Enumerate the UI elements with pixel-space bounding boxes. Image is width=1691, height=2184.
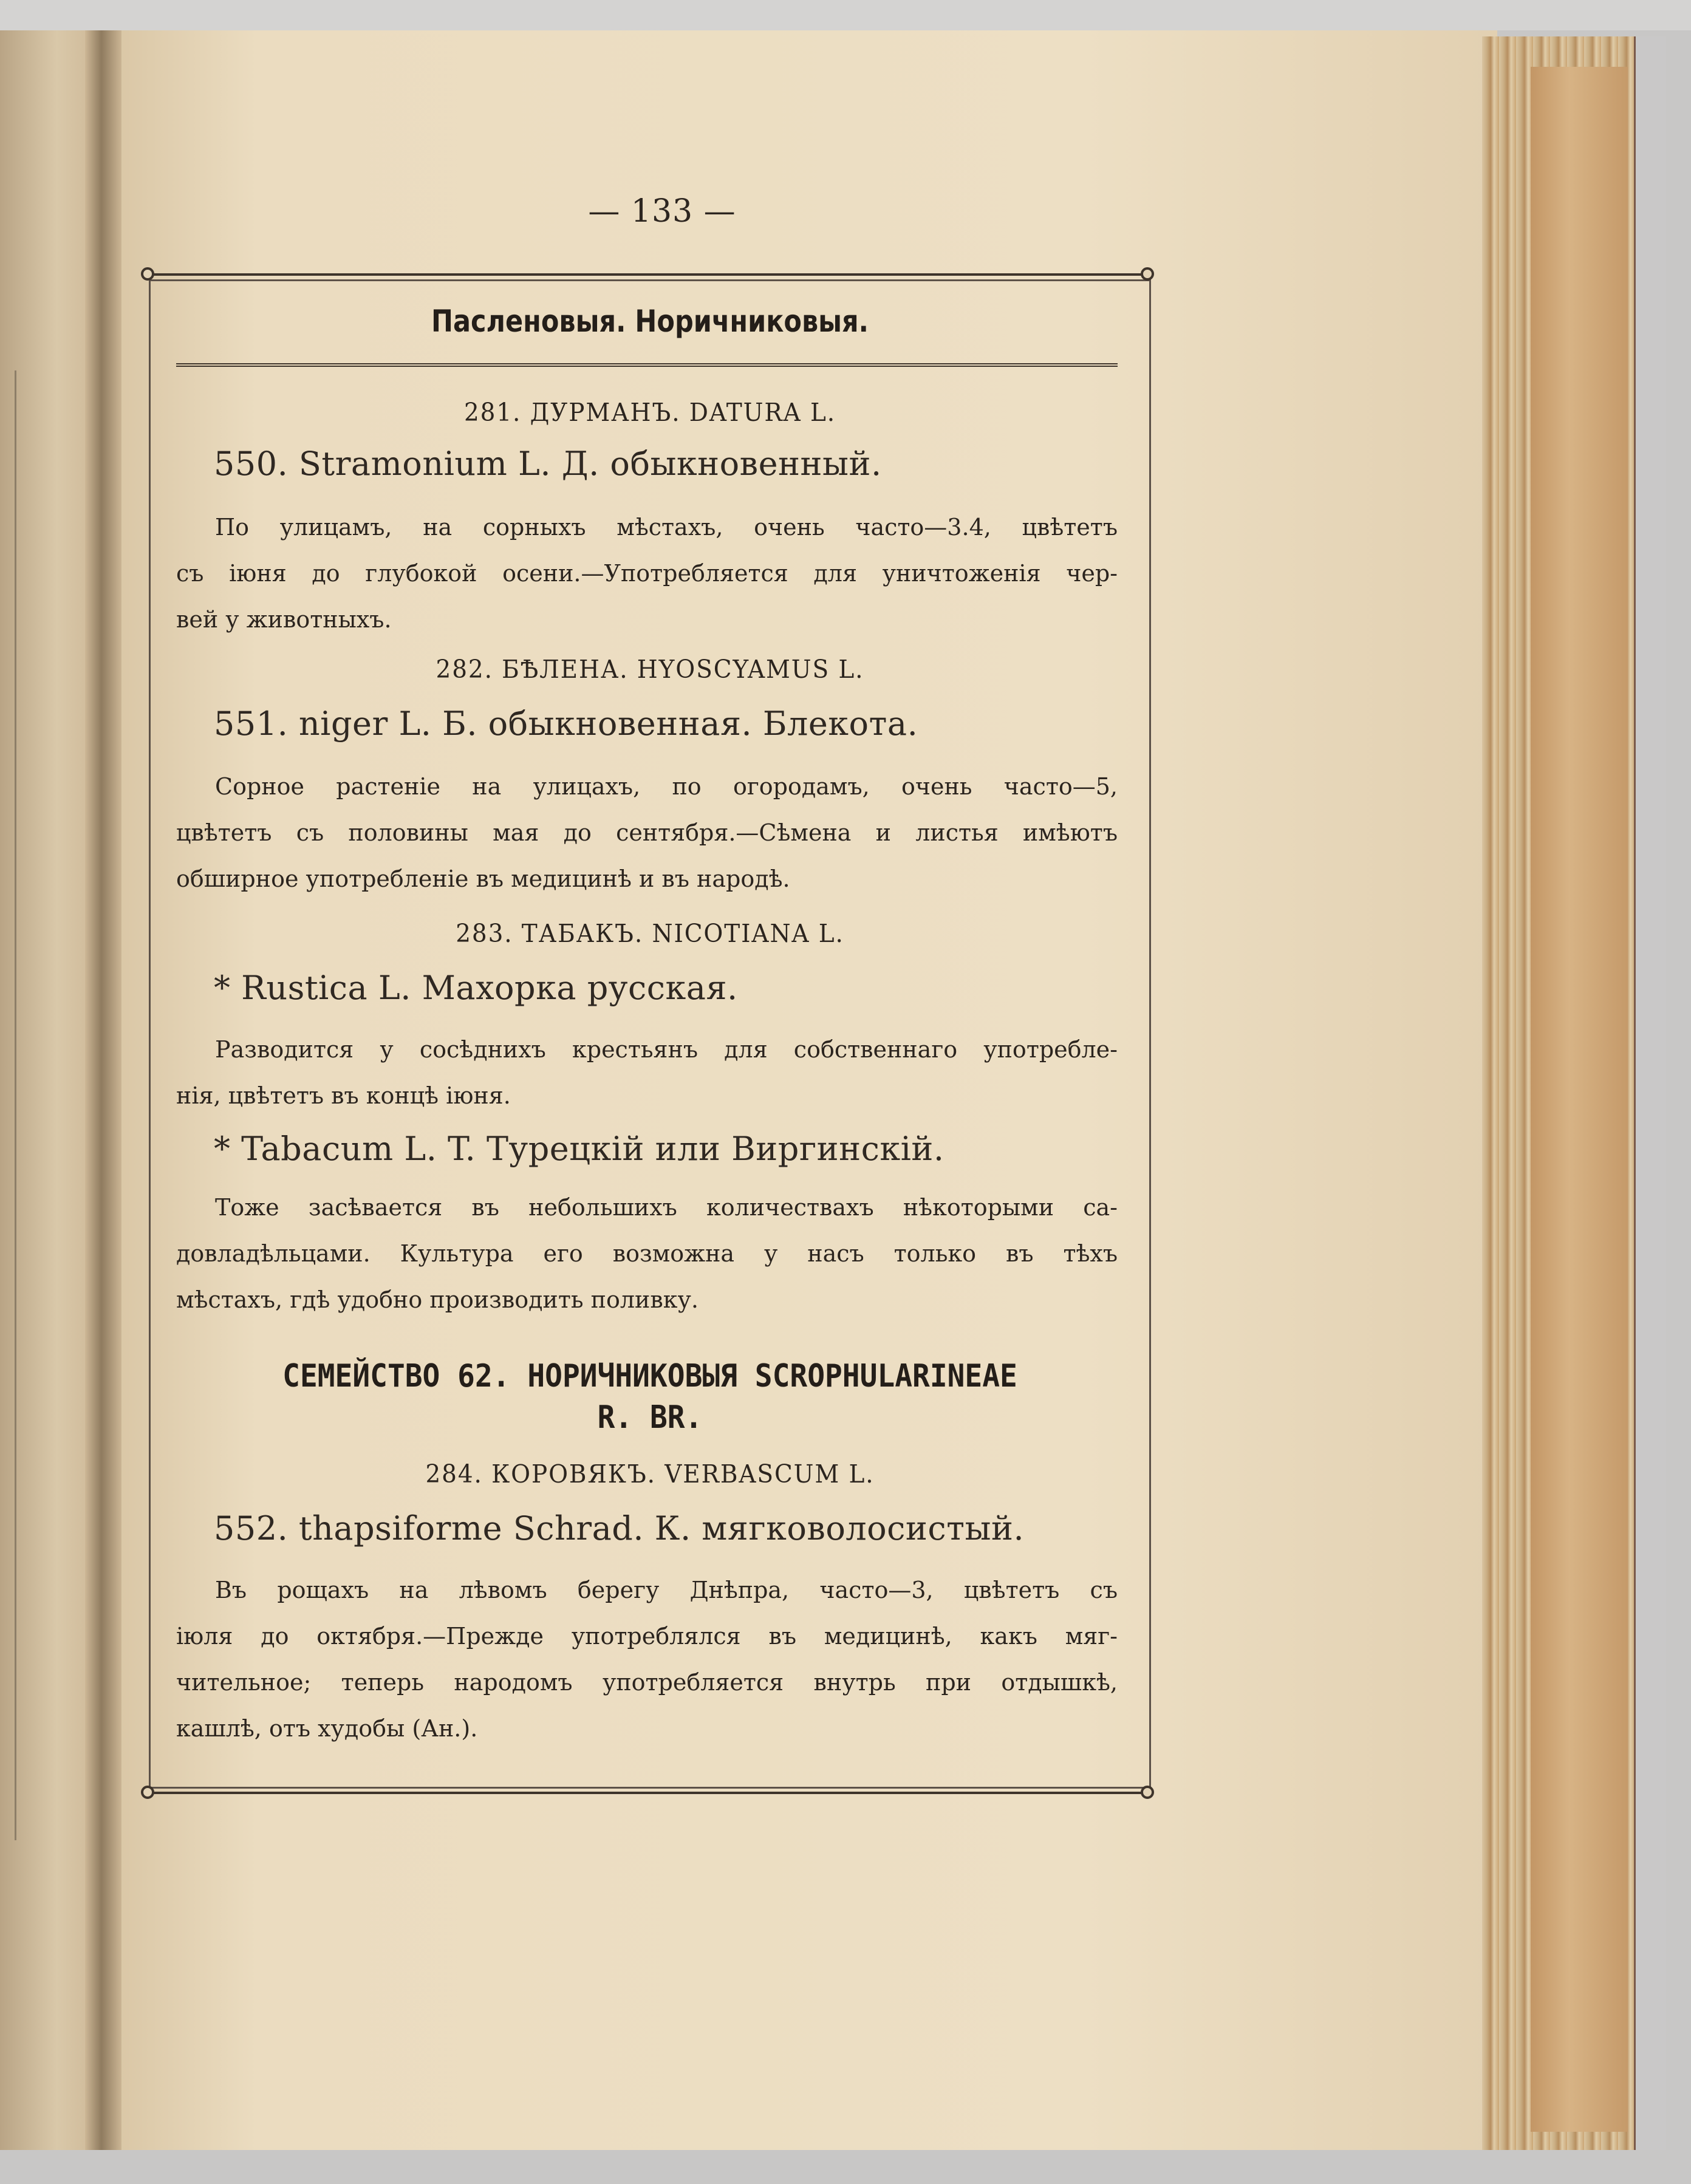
description-line: кашлѣ, отъ худобы (Ан.). (176, 1715, 478, 1742)
running-header: Пасленовыя. Норичниковыя. (431, 304, 869, 339)
genus-heading: 281. ДУРМАНЪ. DATURA L. (463, 398, 836, 427)
description-line: Тоже засѣвается въ небольшихъ количествахъ нѣкоторыми са- (215, 1194, 1118, 1221)
species-description (176, 1567, 1118, 1752)
family-heading-line: СЕМЕЙСТВО 62. НОРИЧНИКОВЫЯ SCROPHULARINEAE (282, 1358, 1017, 1394)
description-line: Разводится у сосѣднихъ крестьянъ для собственнаго употребле- (215, 1036, 1118, 1063)
genus-heading: 284. КОРОВЯКЪ. VERBASCUM L. (425, 1459, 875, 1489)
genus-heading: 282. БѢЛЕНА. HYOSCYAMUS L. (436, 655, 864, 684)
scan-background-bottom (0, 2150, 1691, 2184)
description-line: Сорное растеніе на улицахъ, по огородамъ, очень часто—5, (215, 773, 1118, 800)
family-heading (214, 1356, 1085, 1438)
description-line: мѣстахъ, гдѣ удобно производить поливку. (176, 1286, 699, 1313)
description-line: По улицамъ, на сорныхъ мѣстахъ, очень часто—3.4, цвѣтетъ (215, 514, 1118, 541)
species-description (176, 763, 1118, 902)
description-line: Въ рощахъ на лѣвомъ берегу Днѣпра, часто—3, цвѣтетъ съ (215, 1577, 1118, 1603)
species-description (176, 1026, 1118, 1119)
frame-bottom-rule (152, 1792, 1148, 1794)
header-rule (176, 363, 1118, 367)
species-heading: * Tabacum L. T. Турецкій или Виргинскій. (214, 1130, 945, 1168)
species-description (176, 504, 1118, 643)
description-line: съ іюня до глубокой осени.—Употребляется для уничтоженія чер- (176, 560, 1118, 587)
description-line: цвѣтетъ съ половины мая до сентября.—Сѣмена и листья имѣютъ (176, 819, 1118, 846)
book-cover-edge (1634, 36, 1666, 2150)
frame-corner-ornament (1141, 1786, 1154, 1799)
description-line: довладѣльцами. Культура его возможна у насъ только въ тѣхъ (176, 1240, 1118, 1267)
left-page-frame-line (0, 370, 16, 1840)
page-edges-inner (1531, 67, 1628, 2132)
description-line: обширное употребленіе въ медицинѣ и въ народѣ. (176, 865, 790, 892)
species-description (176, 1184, 1118, 1323)
scan-background-top (0, 0, 1691, 30)
description-line: іюля до октября.—Прежде употреблялся въ медицинѣ, какъ мяг- (176, 1623, 1118, 1650)
family-heading-line: R. BR. (597, 1399, 703, 1436)
description-line: нія, цвѣтетъ въ концѣ іюня. (176, 1082, 511, 1109)
species-heading: * Rustica L. Махорка русская. (214, 969, 738, 1007)
description-line: чительное; теперь народомъ употребляется внутрь при отдышкѣ, (176, 1669, 1118, 1696)
frame-corner-ornament (141, 267, 154, 281)
species-heading: 550. Stramonium L. Д. обыкновенный. (214, 445, 882, 483)
book-gutter (85, 30, 121, 2150)
description-line: вей у животныхъ. (176, 606, 392, 633)
frame-corner-ornament (141, 1786, 154, 1799)
frame-top-rule (152, 273, 1148, 276)
frame-corner-ornament (1141, 267, 1154, 281)
genus-heading: 283. ТАБАКЪ. NICOTIANA L. (456, 919, 844, 948)
species-heading: 552. thapsiforme Schrad. К. мягковолосистый. (214, 1509, 1025, 1548)
species-heading: 551. niger L. Б. обыкновенная. Блекота. (214, 705, 918, 743)
page-number: — 133 — (588, 193, 736, 230)
